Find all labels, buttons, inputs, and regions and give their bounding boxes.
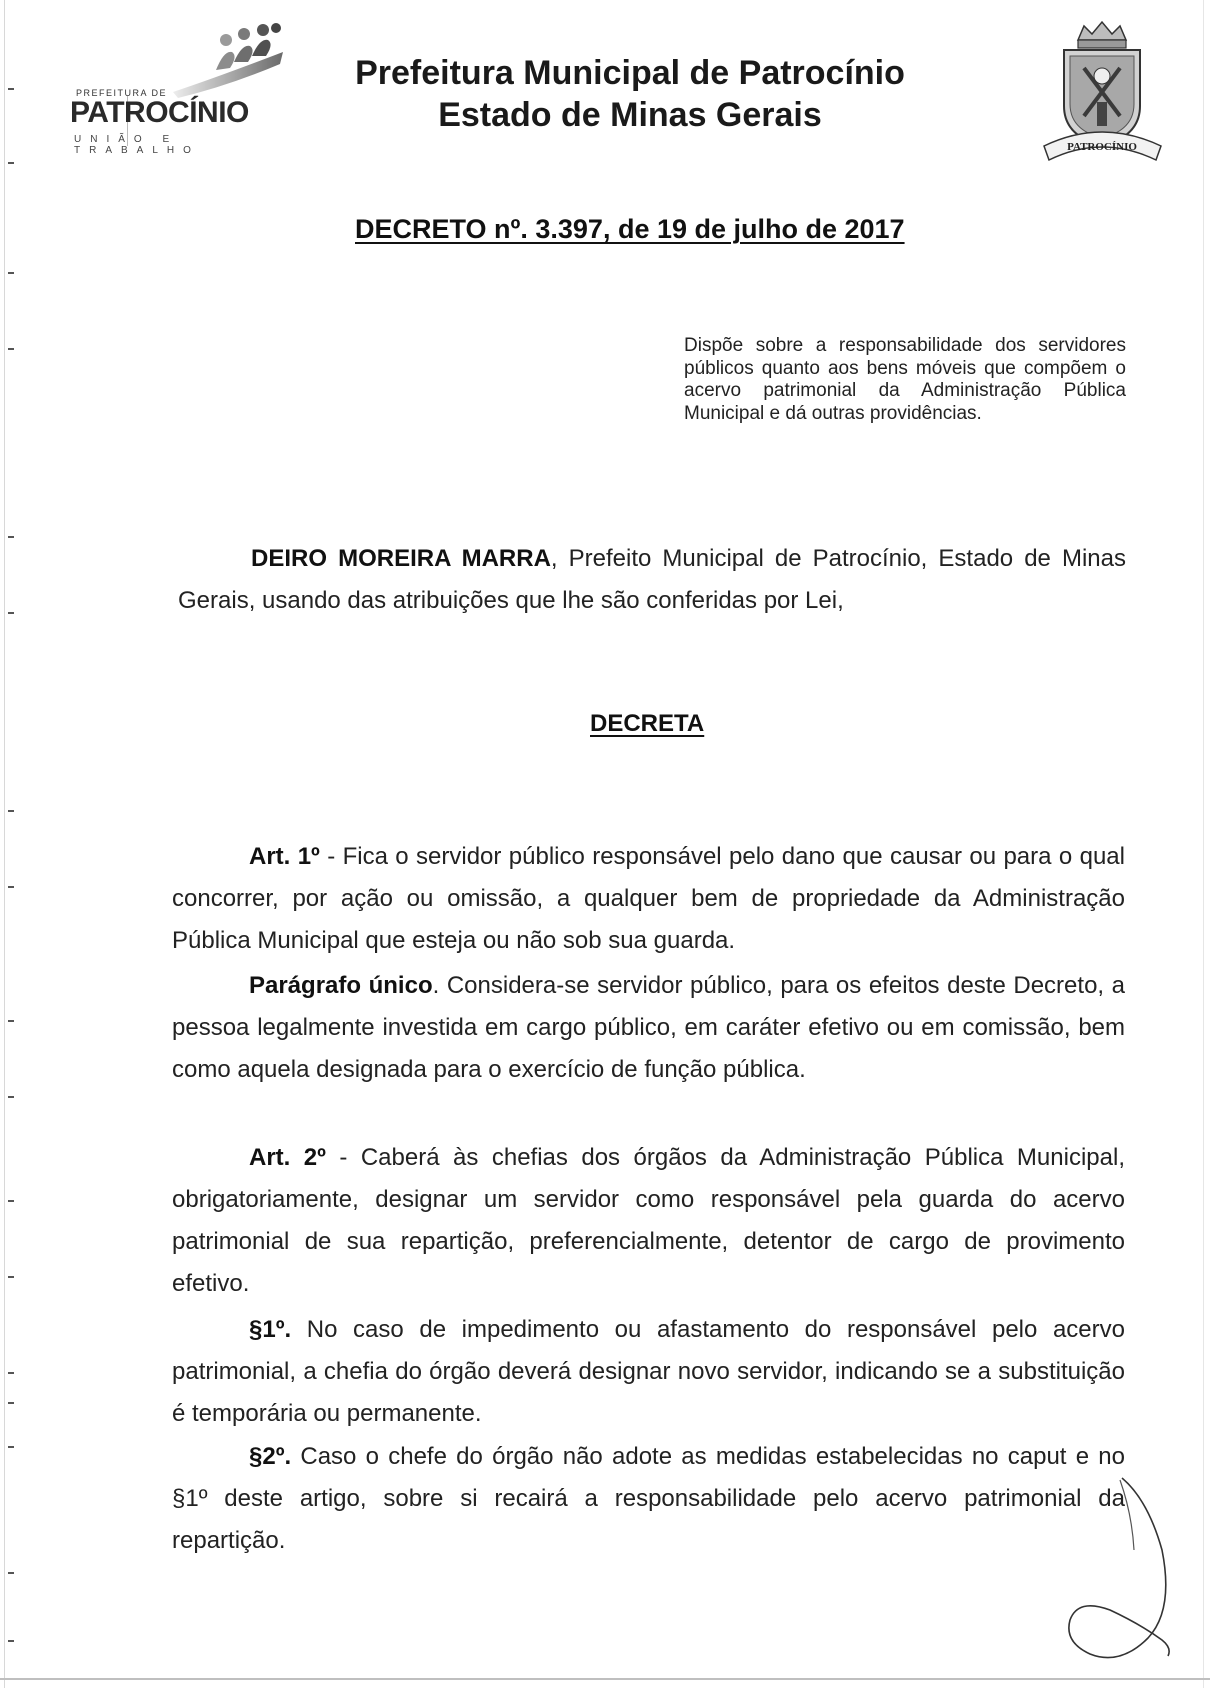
scan-mark [8,1402,14,1404]
handwritten-initials [1050,1470,1180,1670]
scan-edge [0,1678,1210,1680]
decreta-heading: DECRETA [590,710,705,737]
sole-paragraph-text: . Considera-se servidor público, para os efeitos deste Decreto, a pessoa legalmente investida em cargo público, em caráter efetivo ou em comissão, bem como aquela designada para o exercício de função pública. [172,972,1125,1083]
decree-summary: Dispõe sobre a responsabilidade dos servidores públicos quanto aos bens móveis que compõem o acervo patrimonial da Administração Pública Municipal e dá outras providências. [684,335,1126,424]
municipal-logo [48,22,298,156]
scan-mark [8,1572,14,1574]
sole-paragraph-label: Parágrafo único [249,972,433,999]
people-figures-icon [168,22,288,102]
preamble [178,538,1126,622]
article-2 [172,1137,1125,1305]
paragraph-2-text: Caso o chefe do órgão não adote as medidas estabelecidas no caput e no §1º deste artigo, sobre si recairá a responsabilidade pelo acervo patrimonial da repartição. [172,1443,1125,1554]
scan-mark [8,1446,14,1448]
decree-title: DECRETO nº. 3.397, de 19 de julho de 2017 [355,214,905,244]
paragraph-1-text: No caso de impedimento ou afastamento do responsável pelo acervo patrimonial, a chefia do órgão deverá designar novo servidor, indicando se a substituição é temporária ou permanente. [172,1316,1125,1427]
coat-of-arms-icon [1040,18,1165,163]
scan-mark [8,162,14,164]
logo-prefix: PREFEITURA DE [76,88,168,98]
scan-mark [8,1200,14,1202]
logo-slogan: UNIÃO E TRABALHO [74,134,200,156]
scan-mark [8,1640,14,1642]
scan-mark [8,88,14,90]
scan-mark [8,1096,14,1098]
scan-mark [8,536,14,538]
scan-edge [1203,0,1204,1688]
article-2-paragraph-2 [172,1436,1125,1562]
scan-mark [8,272,14,274]
preamble-text: , Prefeito Municipal de Patrocínio, Estado de Minas Gerais, usando das atribuições que lhe são conferidas por Lei, [178,545,1126,614]
scan-edge [4,0,5,1688]
article-1-text: - Fica o servidor público responsável pelo dano que causar ou para o qual concorrer, por ação ou omissão, a qualquer bem de propriedade da Administração Pública Municipal que esteja ou não sob sua guarda. [172,843,1125,954]
header-line-1: Prefeitura Municipal de Patrocínio [355,54,905,92]
header-title [300,52,960,136]
scan-mark [8,612,14,614]
article-2-label: Art. 2º [249,1144,326,1171]
scan-mark [8,810,14,812]
scan-mark [8,348,14,350]
scan-mark [8,886,14,888]
article-2-text: - Caberá às chefias dos órgãos da Administração Pública Municipal, obrigatoriamente, designar um servidor como responsável pela guarda do acervo patrimonial de sua repartição, preferencialmente, detentor de cargo de provimento efetivo. [172,1144,1125,1297]
paragraph-1-label: §1º. [249,1316,292,1343]
header-line-2: Estado de Minas Gerais [438,96,822,134]
scan-mark [8,1372,14,1374]
article-2-paragraph-1 [172,1309,1125,1435]
scan-mark [8,1276,14,1278]
mayor-name: DEIRO MOREIRA MARRA [251,545,551,572]
crest-banner-text: PATROCÍNIO [1067,141,1137,153]
article-1-sole-paragraph [172,965,1125,1091]
paragraph-2-label: §2º. [249,1443,292,1470]
scan-mark [8,1020,14,1022]
article-1-label: Art. 1º [249,843,320,870]
article-1 [172,836,1125,962]
logo-name: PATROCÍNIO [70,96,249,129]
